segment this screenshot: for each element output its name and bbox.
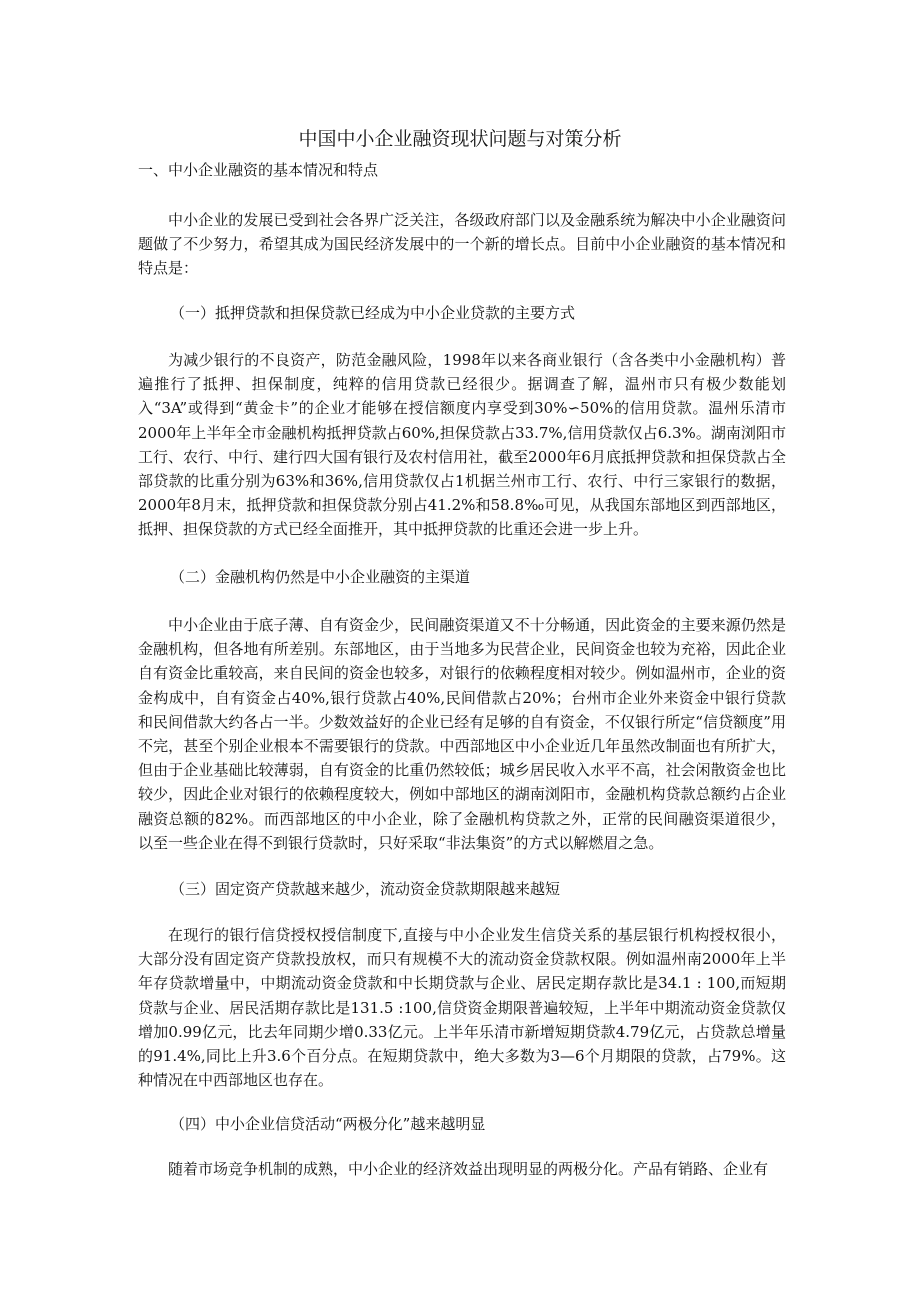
section-heading-1: 一、中小企业融资的基本情况和特点: [138, 161, 379, 179]
subsection-heading-3: （三）固定资产贷款越来越少，流动资金贷款期限越来越短: [170, 880, 561, 898]
subsection-heading-4: （四）中小企业信贷活动“两极分化”越来越明显: [170, 1115, 486, 1133]
subsection-2-paragraph: 中小企业由于底子薄、自有资金少，民间融资渠道又不十分畅通，因此资金的主要来源仍然是金融机构，但各地有所差别。东部地区，由于当地多为民营企业，民间资金也较为充裕，因此企业自有资金比重较高，来自民间的资金也较多，对银行的依赖程度相对较少。例如温州市，企业的资金构成中，自有资金占40%,银行贷款占40%,民间借款占20%；台州市企业外来资金中银行贷款和民间借款大约各占一半。少数效益好的企业已经有足够的自有资金，不仅银行所定“信贷额度”用不完，甚至个别企业根本不需要银行的贷款。中西部地区中小企业近几年虽然改制面也有所扩大，但由于企业基础比较薄弱，自有资金的比重仍然较低；城乡居民收入水平不高，社会闲散资金也比较少，因此企业对银行的依赖程度较大，例如中部地区的湖南浏阳市，金融机构贷款总额约占企业融资总额的82%。而西部地区的中小企业，除了金融机构贷款之外，正常的民间融资渠道很少，以至一些企业在得不到银行贷款时，只好采取“非法集资”的方式以解燃眉之急。: [138, 616, 786, 852]
subsection-heading-2: （二）金融机构仍然是中小企业融资的主渠道: [170, 568, 471, 586]
subsection-heading-1: （一）抵押贷款和担保贷款已经成为中小企业贷款的主要方式: [170, 304, 576, 322]
document-title: 中国中小企业融资现状问题与对策分析: [298, 128, 622, 150]
subsection-4-paragraph: 随着市场竞争机制的成熟，中小企业的经济效益出现明显的两极分化。产品有销路、企业有: [168, 1160, 769, 1178]
subsection-1-paragraph: 为减少银行的不良资产，防范金融风险，1998年以来各商业银行（含各类中小金融机构）普遍推行了抵押、担保制度，纯粹的信用贷款已经很少。据调查了解，温州市只有极少数能划入“3A”或得到“黄金卡”的企业才能够在授信额度内享受到30%∽50%的信用贷款。温州乐清市2000年上半年全市金融机构抵押贷款占60%,担保贷款占33.7%,信用贷款仅占6.3%。湖南浏阳市工行、农行、中行、建行四大国有银行及农村信用社，截至2000年6月底抵押贷款和担保贷款占全部贷款的比重分别为63%和36%,信用贷款仅占1机据兰州市工行、农行、中行三家银行的数据，2000年8月末，抵押贷款和担保贷款分别占41.2%和58.8‰可见，从我国东部地区到西部地区，抵押、担保贷款的方式已经全面推开，其中抵押贷款的比重还会进一步上升。: [138, 351, 786, 539]
intro-paragraph: 中小企业的发展已受到社会各界广泛关注，各级政府部门以及金融系统为解决中小企业融资问题做了不少努力，希望其成为国民经济发展中的一个新的增长点。目前中小企业融资的基本情况和特点是：: [138, 211, 786, 278]
subsection-3-paragraph: 在现行的银行信贷授权授信制度下,直接与中小企业发生信贷关系的基层银行机构授权很小，大部分没有固定资产贷款投放权，而只有规模不大的流动资金贷款权限。例如温州南2000年上半年存贷款增量中，中期流动资金贷款和中长期贷款与企业、居民定期存款比是34.1 : 100,而短期贷款与企业、居民活期存款比是131.5 :100,信贷资金期限普遍较短，上半年中期流动资金贷款仅增加0.99亿元，比去年同期少增0.33亿元。上半年乐清市新增短期贷款4.79亿元，占贷款总增量的91.4%,同比上升3.6个百分点。在短期贷款中，绝大多数为3—6个月期限的贷款，占79%。这种情况在中西部地区也存在。: [138, 926, 786, 1090]
